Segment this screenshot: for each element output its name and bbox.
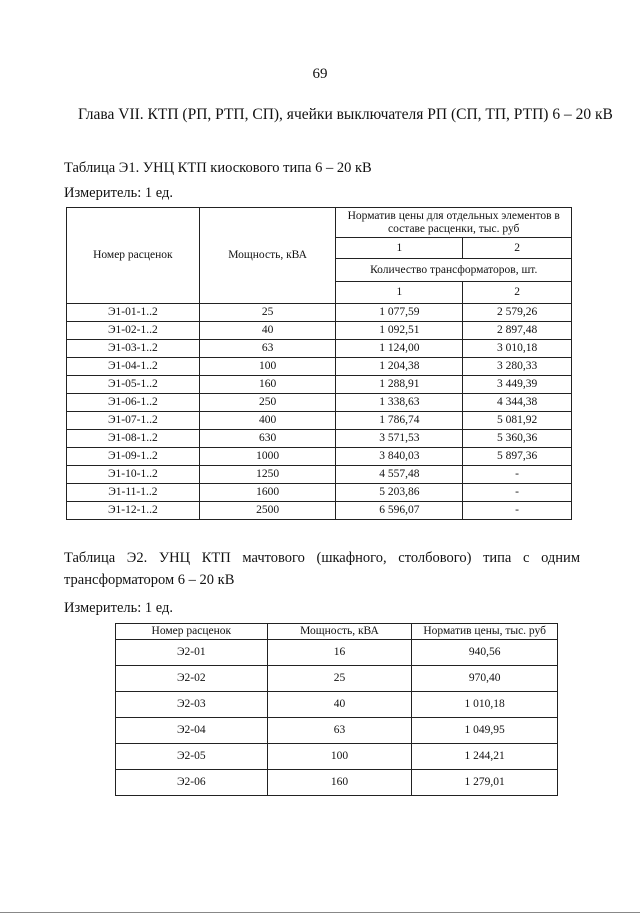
- price-cell: 940,56: [412, 640, 558, 666]
- price-one-transformer-cell: 4 557,48: [336, 466, 463, 484]
- rate-code-cell: Э1-08-1..2: [67, 430, 200, 448]
- power-cell: 100: [267, 744, 412, 770]
- price-cell: 1 244,21: [412, 744, 558, 770]
- price-two-transformers-cell: -: [463, 484, 572, 502]
- table2-header-code: Номер расценок: [116, 624, 268, 640]
- rate-code-cell: Э1-12-1..2: [67, 502, 200, 520]
- price-one-transformer-cell: 5 203,86: [336, 484, 463, 502]
- power-cell: 25: [199, 304, 336, 322]
- rate-code-cell: Э1-06-1..2: [67, 394, 200, 412]
- table-row: [116, 692, 558, 718]
- power-cell: 40: [199, 322, 336, 340]
- table1-unit: Измеритель: 1 ед.: [64, 185, 174, 201]
- price-one-transformer-cell: 1 288,91: [336, 376, 463, 394]
- price-two-transformers-cell: 5 081,92: [463, 412, 572, 430]
- table-row: [67, 412, 572, 430]
- power-cell: 1600: [199, 484, 336, 502]
- rate-code-cell: Э1-09-1..2: [67, 448, 200, 466]
- table-row: [67, 376, 572, 394]
- rate-code-cell: Э2-05: [116, 744, 268, 770]
- table-row: [67, 358, 572, 376]
- power-cell: 25: [267, 666, 412, 692]
- rate-code-cell: Э2-01: [116, 640, 268, 666]
- price-two-transformers-cell: 5 897,36: [463, 448, 572, 466]
- rate-code-cell: Э1-01-1..2: [67, 304, 200, 322]
- power-cell: 1000: [199, 448, 336, 466]
- table-row: [67, 448, 572, 466]
- price-one-transformer-cell: 3 571,53: [336, 430, 463, 448]
- table2-header-norm: Норматив цены, тыс. руб: [412, 624, 558, 640]
- table-row: [116, 718, 558, 744]
- table-row: [67, 340, 572, 358]
- price-two-transformers-cell: 3 280,33: [463, 358, 572, 376]
- table1-header-power: Мощность, кВА: [199, 208, 336, 304]
- table1-header-sub1: 1: [336, 282, 463, 304]
- price-two-transformers-cell: 5 360,36: [463, 430, 572, 448]
- table-row: [116, 640, 558, 666]
- table1-header-col1: 1: [336, 238, 463, 259]
- rate-code-cell: Э1-07-1..2: [67, 412, 200, 430]
- page-number: 69: [312, 66, 328, 82]
- price-cell: 970,40: [412, 666, 558, 692]
- power-cell: 100: [199, 358, 336, 376]
- price-two-transformers-cell: 3 449,39: [463, 376, 572, 394]
- rate-code-cell: Э2-02: [116, 666, 268, 692]
- price-cell: 1 010,18: [412, 692, 558, 718]
- table1-header-col2: 2: [463, 238, 572, 259]
- price-one-transformer-cell: 1 786,74: [336, 412, 463, 430]
- price-one-transformer-cell: 1 077,59: [336, 304, 463, 322]
- price-two-transformers-cell: 2 579,26: [463, 304, 572, 322]
- power-cell: 160: [199, 376, 336, 394]
- table2-header-power: Мощность, кВА: [267, 624, 412, 640]
- price-one-transformer-cell: 3 840,03: [336, 448, 463, 466]
- power-cell: 160: [267, 770, 412, 796]
- table1-header-code: Номер расценок: [67, 208, 200, 304]
- table-row: [116, 770, 558, 796]
- price-two-transformers-cell: -: [463, 466, 572, 484]
- rate-code-cell: Э1-10-1..2: [67, 466, 200, 484]
- table1-header-norm: Норматив цены для отдельных элементов в составе расценки, тыс. руб: [336, 208, 572, 238]
- table1-caption: Таблица Э1. УНЦ КТП киоскового типа 6 – 20 кВ: [64, 160, 372, 176]
- table2-caption: Таблица Э2. УНЦ КТП мачтового (шкафного, столбового) типа с одним: [64, 550, 580, 566]
- table-row: [116, 744, 558, 770]
- table-row: [67, 502, 572, 520]
- power-cell: 16: [267, 640, 412, 666]
- rate-code-cell: Э1-04-1..2: [67, 358, 200, 376]
- table1-header-sub2: 2: [463, 282, 572, 304]
- table-row: [67, 484, 572, 502]
- rate-code-cell: Э2-04: [116, 718, 268, 744]
- price-one-transformer-cell: 6 596,07: [336, 502, 463, 520]
- price-one-transformer-cell: 1 338,63: [336, 394, 463, 412]
- price-cell: 1 279,01: [412, 770, 558, 796]
- power-cell: 250: [199, 394, 336, 412]
- power-cell: 630: [199, 430, 336, 448]
- rate-code-cell: Э2-03: [116, 692, 268, 718]
- table-row: [67, 322, 572, 340]
- table-row: [67, 394, 572, 412]
- table-row: [67, 466, 572, 484]
- price-two-transformers-cell: 3 010,18: [463, 340, 572, 358]
- power-cell: 1250: [199, 466, 336, 484]
- price-one-transformer-cell: 1 204,38: [336, 358, 463, 376]
- power-cell: 40: [267, 692, 412, 718]
- rate-code-cell: Э1-11-1..2: [67, 484, 200, 502]
- table2-unit: Измеритель: 1 ед.: [64, 600, 174, 616]
- chapter-title: Глава VII. КТП (РП, РТП, СП), ячейки выключателя РП (СП, ТП, РТП) 6 – 20 кВ: [78, 106, 613, 123]
- table1-header-transformers: Количество трансформаторов, шт.: [336, 259, 572, 282]
- price-two-transformers-cell: 2 897,48: [463, 322, 572, 340]
- power-cell: 63: [267, 718, 412, 744]
- price-one-transformer-cell: 1 092,51: [336, 322, 463, 340]
- rate-code-cell: Э1-05-1..2: [67, 376, 200, 394]
- power-cell: 63: [199, 340, 336, 358]
- table-row: [67, 430, 572, 448]
- table1: [66, 207, 572, 520]
- scan-edge-line: [0, 912, 640, 913]
- price-one-transformer-cell: 1 124,00: [336, 340, 463, 358]
- rate-code-cell: Э2-06: [116, 770, 268, 796]
- power-cell: 2500: [199, 502, 336, 520]
- table-row: [67, 304, 572, 322]
- rate-code-cell: Э1-02-1..2: [67, 322, 200, 340]
- table2-caption-continued: трансформатором 6 – 20 кВ: [64, 572, 235, 588]
- price-two-transformers-cell: -: [463, 502, 572, 520]
- rate-code-cell: Э1-03-1..2: [67, 340, 200, 358]
- price-two-transformers-cell: 4 344,38: [463, 394, 572, 412]
- price-cell: 1 049,95: [412, 718, 558, 744]
- table2: [115, 623, 558, 796]
- power-cell: 400: [199, 412, 336, 430]
- table-row: [116, 666, 558, 692]
